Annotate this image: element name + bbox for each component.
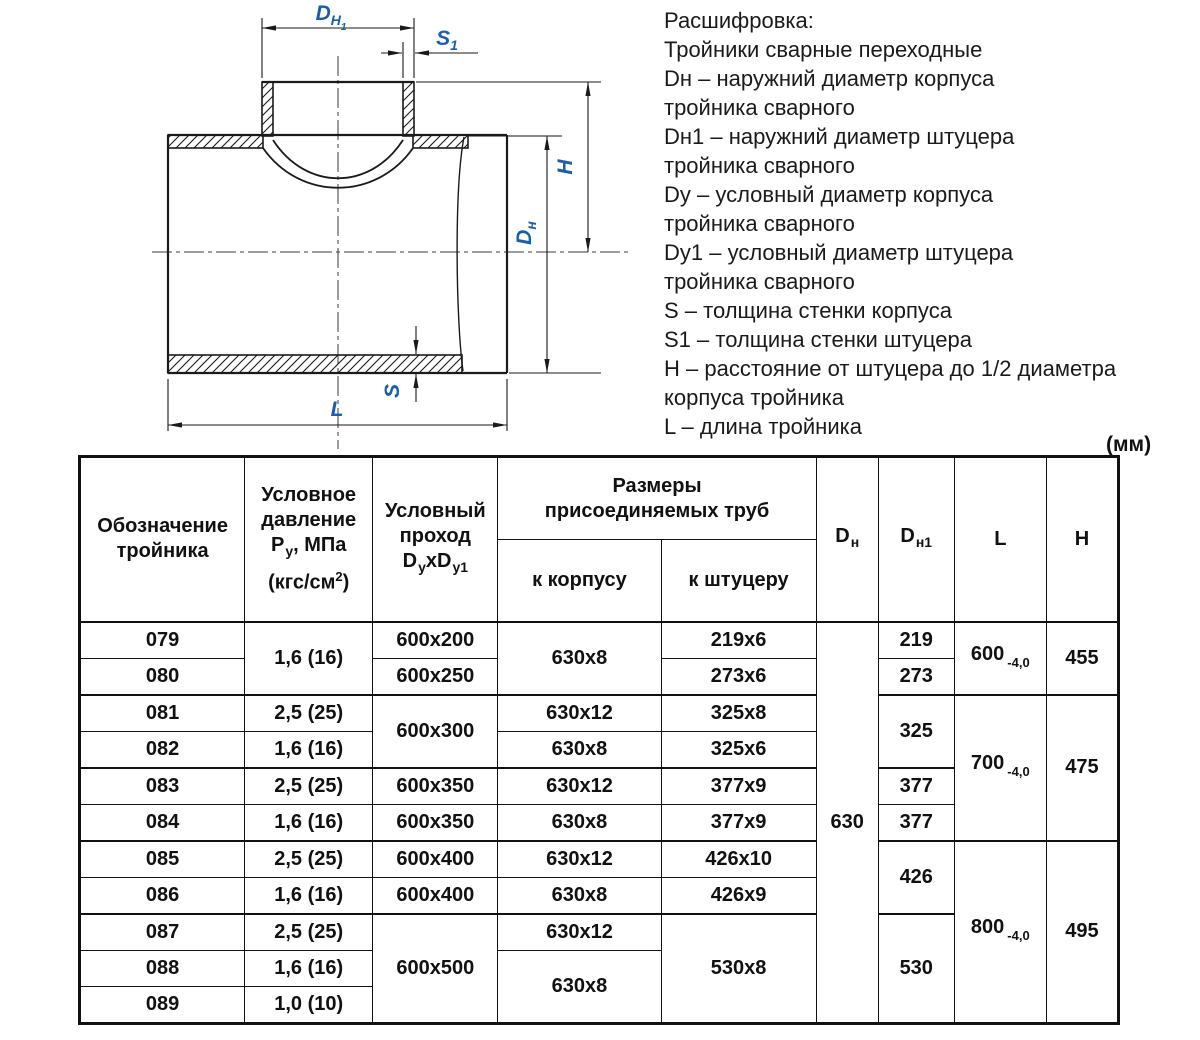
cell-pressure-084: 1,6 (16) — [245, 804, 373, 841]
col-header-nominal-pass: Условный проход $D_уxD_{у1}$ — [373, 457, 498, 622]
cell-to-branch-085: 426x10 — [661, 841, 816, 878]
legend-line: S – толщина стенки корпуса — [664, 298, 952, 323]
col-header-to-body: к корпусу — [498, 540, 661, 622]
cell-h-081-084: 475 — [1046, 695, 1118, 841]
cell-l-085-089: 800 $_{-4,0}$ — [954, 841, 1046, 1024]
cell-pass-087-089: 600x500 — [373, 914, 498, 1024]
legend-line: Dн1 – наружний диаметр штуцера — [664, 124, 1015, 149]
legend-line: H – расстояние от штуцера до 1/2 диаметра — [664, 356, 1117, 381]
col-header-h: H — [1046, 457, 1118, 622]
cell-to-body-088-089: 630x8 — [498, 950, 661, 1023]
legend-line: Dу – условный диаметр корпуса — [664, 182, 994, 207]
col-header-dn: $D_н$ — [816, 457, 878, 622]
cell-pressure-087: 2,5 (25) — [245, 914, 373, 951]
legend-line: L – длина тройника — [664, 414, 862, 439]
dim-label-dn1: $D_{H1}$ — [315, 2, 347, 33]
cell-pass-083: 600x350 — [373, 768, 498, 805]
cell-dn1-083: 377 — [878, 768, 954, 805]
cell-designation-081: 081 — [80, 695, 245, 732]
col-header-pressure: Условное давление $P_у$, МПа $(кгс/см^2)$ — [245, 457, 373, 622]
cell-to-body-086: 630x8 — [498, 877, 661, 914]
cell-h-079-080: 455 — [1046, 622, 1118, 695]
cell-to-branch-087-089: 530x8 — [661, 914, 816, 1024]
cell-to-body-082: 630x8 — [498, 731, 661, 768]
cell-pressure-079-080: 1,6 (16) — [245, 622, 373, 695]
cell-to-branch-086: 426x9 — [661, 877, 816, 914]
cell-pressure-086: 1,6 (16) — [245, 877, 373, 914]
legend-line: Dн – наружний диаметр корпуса — [664, 66, 995, 91]
cell-to-branch-083: 377x9 — [661, 768, 816, 805]
cell-designation-086: 086 — [80, 877, 245, 914]
cell-dn1-085-086: 426 — [878, 841, 954, 914]
tee-spec-table — [78, 455, 1120, 1025]
cell-to-branch-080: 273x6 — [661, 658, 816, 695]
cell-to-branch-079: 219x6 — [661, 622, 816, 659]
cell-to-branch-081: 325x8 — [661, 695, 816, 732]
cell-pass-085: 600x400 — [373, 841, 498, 878]
cell-pressure-088: 1,6 (16) — [245, 950, 373, 987]
dim-label-h: H — [554, 159, 577, 175]
cell-designation-085: 085 — [80, 841, 245, 878]
col-header-connected-pipes: Размеры присоединяемых труб — [498, 457, 816, 540]
cell-pass-086: 600x400 — [373, 877, 498, 914]
table-row-081 — [80, 695, 1119, 732]
cell-pressure-083: 2,5 (25) — [245, 768, 373, 805]
pipe-break-line — [457, 137, 464, 371]
legend-decoding — [664, 6, 1194, 441]
cell-l-081-084: 700 $_{-4,0}$ — [954, 695, 1046, 841]
col-header-designation: Обозначение тройника — [80, 457, 245, 622]
legend-line: Расшифровка: — [664, 8, 814, 33]
cell-designation-084: 084 — [80, 804, 245, 841]
cell-pressure-089: 1,0 (10) — [245, 987, 373, 1024]
cell-to-body-085: 630x12 — [498, 841, 661, 878]
unit-note-mm: (мм) — [1106, 433, 1152, 456]
cell-designation-083: 083 — [80, 768, 245, 805]
cell-designation-080: 080 — [80, 658, 245, 695]
col-header-to-branch: к штуцеру — [661, 540, 816, 622]
cell-pass-079: 600x200 — [373, 622, 498, 659]
cell-designation-089: 089 — [80, 987, 245, 1024]
cell-to-body-083: 630x12 — [498, 768, 661, 805]
col-header-dn1: $D_{н1}$ — [878, 457, 954, 622]
cell-pass-081-082: 600x300 — [373, 695, 498, 768]
legend-line: тройника сварного — [664, 211, 855, 236]
cell-pass-080: 600x250 — [373, 658, 498, 695]
cell-dn1-080: 273 — [878, 658, 954, 695]
dim-label-s: S — [381, 383, 404, 399]
cell-to-branch-084: 377x9 — [661, 804, 816, 841]
col-header-l: L — [954, 457, 1046, 622]
cell-to-body-084: 630x8 — [498, 804, 661, 841]
cell-dn-all: 630 — [816, 622, 878, 1024]
legend-line: Dу1 – условный диаметр штуцера — [664, 240, 1014, 265]
cell-designation-087: 087 — [80, 914, 245, 951]
cell-pressure-082: 1,6 (16) — [245, 731, 373, 768]
cell-designation-082: 082 — [80, 731, 245, 768]
legend-line: тройника сварного — [664, 269, 855, 294]
cell-dn1-087-089: 530 — [878, 914, 954, 1024]
dim-label-dn: $D_н$ — [513, 221, 539, 245]
body-bottom-wall — [168, 355, 462, 373]
tee-technical-drawing — [0, 0, 648, 452]
legend-line: корпуса тройника — [664, 385, 844, 410]
body-top-wall-right — [413, 135, 468, 148]
cell-to-body-081: 630x12 — [498, 695, 661, 732]
cell-pressure-085: 2,5 (25) — [245, 841, 373, 878]
cell-l-079-080: 600 $_{-4,0}$ — [954, 622, 1046, 695]
pipe-walls-hatched — [168, 82, 468, 373]
legend-line: тройника сварного — [664, 153, 855, 178]
body-top-wall-left — [168, 135, 263, 148]
branch-wall-left — [262, 82, 273, 136]
cell-designation-088: 088 — [80, 950, 245, 987]
cell-pass-084: 600x350 — [373, 804, 498, 841]
cell-designation-079: 079 — [80, 622, 245, 659]
dim-label-l: L — [330, 398, 344, 421]
table-row-079 — [80, 622, 1119, 659]
legend-line: тройника сварного — [664, 95, 855, 120]
cell-to-body-079-080: 630x8 — [498, 622, 661, 695]
cell-dn1-081-082: 325 — [878, 695, 954, 768]
dim-label-s1: $S_1$ — [436, 27, 458, 53]
cell-to-branch-082: 325x6 — [661, 731, 816, 768]
cell-to-body-087: 630x12 — [498, 914, 661, 951]
legend-line: Тройники сварные переходные — [664, 37, 983, 62]
cell-dn1-079: 219 — [878, 622, 954, 659]
cell-pressure-081: 2,5 (25) — [245, 695, 373, 732]
cell-h-085-089: 495 — [1046, 841, 1118, 1024]
legend-line: S1 – толщина стенки штуцера — [664, 327, 972, 352]
cell-dn1-084: 377 — [878, 804, 954, 841]
table-row-085 — [80, 841, 1119, 878]
branch-wall-right — [403, 82, 414, 136]
